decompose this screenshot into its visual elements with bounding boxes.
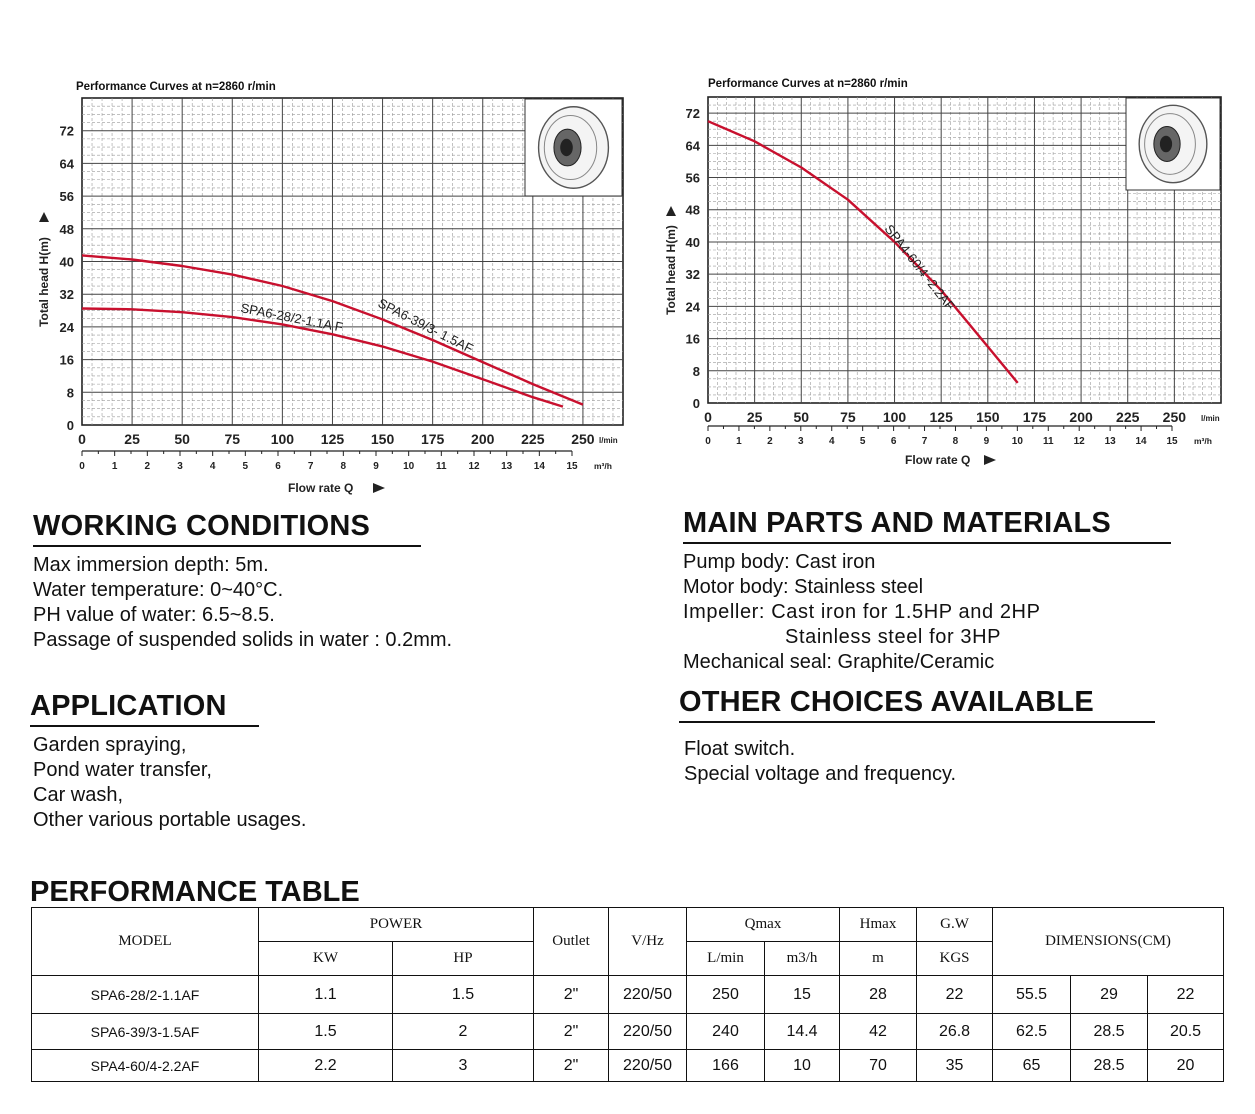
header-power: POWER — [259, 908, 534, 942]
cell-m3h: 10 — [765, 1050, 840, 1082]
y-tick-label: 56 — [59, 189, 74, 205]
main-parts-line: Mechanical seal: Graphite/Ceramic — [683, 651, 995, 673]
y-tick-label: 8 — [66, 385, 74, 401]
secondary-tick-label: 7 — [307, 461, 314, 472]
working-conditions-heading: WORKING CONDITIONS — [33, 510, 421, 547]
header-lmin: L/min — [687, 942, 765, 976]
secondary-tick-label: 3 — [798, 436, 804, 447]
x-tick-label: 25 — [124, 431, 140, 447]
left-chart-title: Performance Curves at n=2860 r/min — [76, 81, 276, 93]
secondary-tick-label: 14 — [1135, 436, 1147, 447]
x-axis-label: Flow rate Q — [905, 453, 971, 467]
other-choices-section — [679, 686, 1155, 787]
x-axis-arrow-icon — [984, 455, 996, 465]
y-tick-label: 40 — [685, 234, 700, 250]
secondary-tick-label: 7 — [921, 436, 928, 447]
cell-lmin: 240 — [687, 1014, 765, 1050]
x-tick-label: 0 — [704, 409, 712, 425]
cell-gw: 22 — [917, 976, 993, 1014]
secondary-tick-label: 10 — [403, 461, 415, 472]
secondary-tick-label: 8 — [952, 436, 959, 447]
y-axis-label: Total head H(m) — [37, 237, 51, 327]
right-chart-svg — [640, 0, 1255, 480]
cell-outlet: 2" — [534, 976, 609, 1014]
application-line: Car wash, — [33, 784, 124, 806]
x-tick-label: 0 — [78, 431, 86, 447]
main-parts-line: Stainless steel for 3HP — [785, 626, 1002, 648]
x-tick-label: 50 — [174, 431, 190, 447]
cell-model: SPA6-39/3-1.5AF — [32, 1014, 259, 1050]
application-section — [30, 690, 307, 833]
cell-hmax: 28 — [840, 976, 917, 1014]
secondary-tick-label: 2 — [144, 461, 151, 472]
y-tick-label: 64 — [685, 138, 700, 154]
x-unit-lmin: l/min — [599, 436, 618, 445]
header-m3h: m3/h — [765, 942, 840, 976]
secondary-tick-label: 3 — [177, 461, 183, 472]
x-axis-arrow-icon — [373, 483, 385, 493]
main-parts-line: Pump body: Cast iron — [683, 551, 876, 573]
cell-hmax: 70 — [840, 1050, 917, 1082]
header-hp: HP — [393, 942, 534, 976]
cell-vhz: 220/50 — [609, 1050, 687, 1082]
x-tick-label: 150 — [976, 409, 1000, 425]
cell-outlet: 2" — [534, 1014, 609, 1050]
y-tick-label: 72 — [685, 106, 700, 122]
header-gw: G.W — [917, 908, 993, 942]
cell-gw: 35 — [917, 1050, 993, 1082]
x-unit-lmin: l/min — [1201, 414, 1220, 423]
performance-table — [31, 907, 1224, 1082]
secondary-tick-label: 14 — [533, 461, 545, 472]
x-tick-label: 175 — [420, 431, 445, 447]
cell-dim-1: 62.5 — [993, 1014, 1071, 1050]
header-qmax: Qmax — [687, 908, 840, 942]
cell-lmin: 166 — [687, 1050, 765, 1082]
x-tick-label: 50 — [793, 409, 810, 425]
header-vhz: V/Hz — [609, 908, 687, 976]
cell-kw: 1.1 — [259, 976, 393, 1014]
cell-lmin: 250 — [687, 976, 765, 1014]
header-kw: KW — [259, 942, 393, 976]
y-tick-label: 0 — [692, 396, 700, 411]
secondary-tick-label: 12 — [468, 461, 480, 472]
other-choices-line: Special voltage and frequency. — [684, 763, 957, 785]
y-tick-label: 48 — [59, 221, 74, 237]
cell-dim-1: 55.5 — [993, 976, 1071, 1014]
x-tick-label: 200 — [471, 431, 495, 447]
x-tick-label: 225 — [521, 431, 545, 447]
other-choices-heading: OTHER CHOICES AVAILABLE — [679, 686, 1155, 723]
cell-m3h: 14.4 — [765, 1014, 840, 1050]
cell-dim-1: 65 — [993, 1050, 1071, 1082]
main-parts-section — [683, 507, 1171, 675]
left-performance-chart — [0, 0, 640, 500]
table-row — [32, 1050, 1224, 1082]
y-tick-label: 72 — [59, 123, 74, 139]
right-chart-title: Performance Curves at n=2860 r/min — [708, 78, 908, 90]
secondary-tick-label: 5 — [242, 461, 249, 472]
x-axis-label: Flow rate Q — [288, 481, 354, 495]
secondary-tick-label: 13 — [1104, 436, 1116, 447]
secondary-tick-label: 4 — [209, 461, 216, 472]
other-choices-line: Float switch. — [684, 738, 796, 760]
cell-m3h: 15 — [765, 976, 840, 1014]
working-conditions-line: Max immersion depth: 5m. — [33, 554, 269, 576]
secondary-tick-label: 5 — [859, 436, 866, 447]
working-conditions-line: Passage of suspended solids in water : 0.2mm. — [33, 629, 453, 651]
curve-label-2: SPA6-39/3- 1.5AF — [375, 295, 476, 357]
y-tick-label: 32 — [685, 267, 700, 283]
working-conditions-line: PH value of water: 6.5~8.5. — [33, 604, 275, 626]
x-tick-label: 250 — [1162, 409, 1187, 425]
cell-kw: 1.5 — [259, 1014, 393, 1050]
x-tick-label: 250 — [571, 431, 595, 447]
x-unit-m3h: m³/h — [594, 461, 612, 471]
impeller-eye-icon — [1160, 136, 1172, 153]
x-unit-m3h: m³/h — [1194, 436, 1212, 446]
main-parts-line: Motor body: Stainless steel — [683, 576, 924, 598]
working-conditions-line: Water temperature: 0~40°C. — [33, 579, 284, 601]
secondary-tick-label: 0 — [79, 461, 85, 472]
working-conditions-section — [33, 510, 452, 653]
y-tick-label: 56 — [685, 170, 700, 186]
secondary-tick-label: 10 — [1011, 436, 1023, 447]
secondary-tick-label: 1 — [736, 436, 742, 447]
cell-dim-3: 20.5 — [1148, 1014, 1224, 1050]
x-tick-label: 25 — [746, 409, 763, 425]
cell-vhz: 220/50 — [609, 1014, 687, 1050]
cell-hp: 1.5 — [393, 976, 534, 1014]
main-parts-line: Impeller: Cast iron for 1.5HP and 2HP — [683, 601, 1041, 623]
curve-label-1: SPA6-28/2-1.1A F — [239, 300, 345, 335]
secondary-tick-label: 1 — [111, 461, 118, 472]
secondary-tick-label: 6 — [890, 436, 897, 447]
secondary-tick-label: 9 — [373, 461, 379, 472]
y-tick-label: 16 — [685, 331, 700, 347]
secondary-tick-label: 11 — [1042, 436, 1054, 447]
cell-dim-3: 20 — [1148, 1050, 1224, 1082]
cell-hp: 3 — [393, 1050, 534, 1082]
y-tick-label: 24 — [59, 319, 74, 335]
cell-vhz: 220/50 — [609, 976, 687, 1014]
header-model: MODEL — [32, 908, 259, 976]
cell-dim-3: 22 — [1148, 976, 1224, 1014]
cell-model: SPA4-60/4-2.2AF — [32, 1050, 259, 1082]
x-tick-label: 150 — [370, 431, 395, 447]
cell-kw: 2.2 — [259, 1050, 393, 1082]
y-tick-label: 32 — [59, 287, 74, 303]
cell-hp: 2 — [393, 1014, 534, 1050]
y-tick-label: 40 — [59, 254, 74, 270]
secondary-tick-label: 2 — [767, 436, 773, 447]
header-m: m — [840, 942, 917, 976]
impeller-eye-icon — [560, 139, 573, 156]
performance-table-title: PERFORMANCE TABLE — [30, 876, 360, 908]
x-tick-label: 200 — [1069, 409, 1093, 425]
x-tick-label: 100 — [882, 409, 907, 425]
y-tick-label: 48 — [685, 202, 700, 218]
y-tick-label: 0 — [66, 418, 74, 433]
y-axis-arrow-icon — [666, 206, 676, 216]
x-tick-label: 225 — [1116, 409, 1140, 425]
cell-dim-2: 28.5 — [1071, 1050, 1148, 1082]
x-tick-label: 100 — [270, 431, 295, 447]
secondary-tick-label: 15 — [1166, 436, 1178, 447]
header-dimensions: DIMENSIONS(CM) — [993, 908, 1224, 976]
x-tick-label: 75 — [840, 409, 856, 425]
secondary-tick-label: 4 — [828, 436, 835, 447]
table-row — [32, 1014, 1224, 1050]
application-heading: APPLICATION — [30, 690, 259, 727]
cell-hmax: 42 — [840, 1014, 917, 1050]
secondary-tick-label: 8 — [340, 461, 347, 472]
left-chart-svg — [0, 0, 640, 500]
x-tick-label: 75 — [224, 431, 241, 447]
cell-gw: 26.8 — [917, 1014, 993, 1050]
secondary-tick-label: 12 — [1073, 436, 1085, 447]
y-tick-label: 8 — [692, 363, 700, 379]
header-outlet: Outlet — [534, 908, 609, 976]
secondary-tick-label: 15 — [566, 461, 578, 472]
cell-outlet: 2" — [534, 1050, 609, 1082]
cell-model: SPA6-28/2-1.1AF — [32, 976, 259, 1014]
secondary-tick-label: 11 — [436, 461, 447, 472]
y-axis-label: Total head H(m) — [664, 225, 678, 315]
header-kgs: KGS — [917, 942, 993, 976]
curve-label-1: SPA4-60/4 -2.2AF — [881, 221, 958, 314]
table-row — [32, 976, 1224, 1014]
application-line: Other various portable usages. — [33, 809, 307, 831]
x-tick-label: 125 — [929, 409, 953, 425]
secondary-tick-label: 9 — [983, 436, 990, 447]
y-tick-label: 24 — [685, 299, 700, 315]
cell-dim-2: 28.5 — [1071, 1014, 1148, 1050]
header-hmax: Hmax — [840, 908, 917, 942]
application-line: Garden spraying, — [33, 734, 187, 756]
right-performance-chart — [640, 0, 1255, 480]
cell-dim-2: 29 — [1071, 976, 1148, 1014]
y-axis-arrow-icon — [39, 212, 49, 222]
y-tick-label: 16 — [59, 352, 74, 368]
y-tick-label: 64 — [59, 156, 74, 172]
x-tick-label: 175 — [1022, 409, 1047, 425]
main-parts-heading: MAIN PARTS AND MATERIALS — [683, 507, 1171, 544]
x-tick-label: 125 — [320, 431, 345, 447]
secondary-tick-label: 13 — [501, 461, 513, 472]
application-line: Pond water transfer, — [33, 759, 212, 781]
secondary-tick-label: 6 — [275, 461, 281, 472]
secondary-tick-label: 0 — [705, 436, 711, 447]
